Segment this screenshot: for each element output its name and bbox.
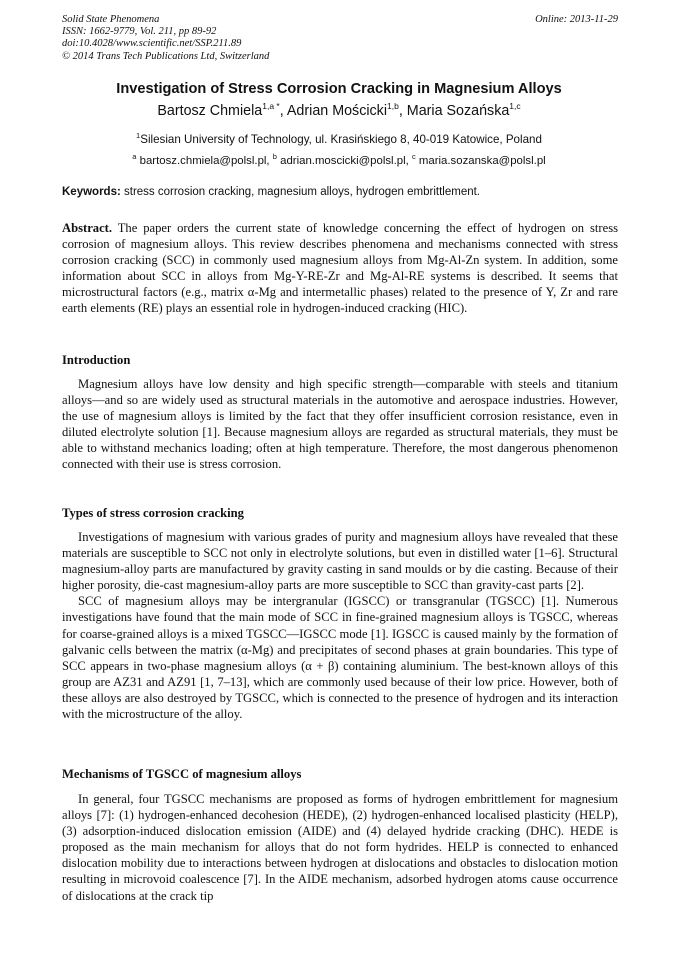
section-heading-mechanisms: Mechanisms of TGSCC of magnesium alloys (62, 767, 302, 781)
email-sup: c (411, 152, 416, 161)
paragraph: Magnesium alloys have low density and high specific strength—comparable with steels and titanium alloys—and so are widely used as structural materials in the automotive and aerospace industries. However, the use of magnesium alloys is limited by the fact that they offer insufficient corrosion resistance, even in diluted electrolyte solution [1]. Because magnesium alloys are regarded as structural materials, they must be able to withstand mechanics loading; often at high temperature. Therefore, the most dangerous phenomenon connected with their use is stress corrosion. (62, 377, 618, 472)
abstract-label: Abstract. (62, 221, 113, 235)
keywords-text: stress corrosion cracking, magnesium alloys, hydrogen embrittlement. (124, 186, 481, 198)
doi-line: doi:10.4028/www.scientific.net/SSP.211.89 (62, 38, 242, 50)
affiliation-sup: 1 (136, 131, 141, 140)
affiliation-text: Silesian University of Technology, ul. Krasińskiego 8, 40-019 Katowice, Poland (140, 133, 542, 146)
paragraph: SCC of magnesium alloys may be intergranular (IGSCC) or transgranular (TGSCC) [1]. Numerous investigations have found that the main mode of SCC in fine-grained magnesium alloys is TGSCC, whereas for coarse-grained alloys is a mixed TGSCC—IGSCC mode [1]. IGSCC is caused mainly by the formation of galvanic cells between the matrix (α-Mg) and precipitates of second phases at grain boundaries. This type of SCC appears in two-phase magnesium alloys (α + β) containing aluminium. The best-known alloys of this group are AZ31 and AZ91 [1, 7–13], which are commonly used because of their low price. However, both of these alloys are also destroyed by TGSCC, which is connected to the presence of hydrogen and its interaction with the microstructure of the alloy. (62, 594, 618, 722)
email-list (0, 152, 678, 167)
author-name: Bartosz Chmiela (157, 103, 263, 119)
section-introduction (62, 376, 618, 473)
affiliation (0, 131, 678, 146)
copyright-line: © 2014 Trans Tech Publications Ltd, Switzerland (62, 50, 270, 62)
journal-info (62, 14, 269, 63)
online-date: Online: 2013-11-29 (535, 14, 618, 25)
email-link[interactable]: adrian.moscicki@polsl.pl, (280, 155, 409, 167)
author-sep: , (398, 103, 407, 119)
author-sup: 1,a * (262, 101, 280, 111)
section-heading-types: Types of stress corrosion cracking (62, 506, 244, 520)
keywords-label: Keywords: (62, 186, 121, 198)
journal-name: Solid State Phenomena (62, 14, 160, 25)
author-sup: 1,b (387, 101, 399, 111)
paper-title: Investigation of Stress Corrosion Cracking in Magnesium Alloys (116, 81, 562, 97)
paragraph: In general, four TGSCC mechanisms are proposed as forms of hydrogen embrittlement for magnesium alloys [7]: (1) hydrogen-enhanced decohesion (HEDE), (2) hydrogen-enhanced localised plasticity (HELP), (3) adsorption-induced dislocation emission (AIDE) and (4) delayed hydride cracking (DHC). HEDE is proposed as the main mechanism for alloys that do not form hydrides. HELP is connected to enhanced dislocation mobility due to interactions between hydrogen at dislocations and obstacles to dislocation motion resulting in microvoid coalescence [7]. In the AIDE mechanism, adsorbed hydrogen atoms cause occurrence of dislocations at the crack tip (62, 792, 618, 903)
paragraph: Investigations of magnesium with various grades of purity and magnesium alloys have revealed that these materials are susceptible to SCC not only in electrolyte solutions, but even in distilled water [1–6]. Structural magnesium-alloy parts are manufactured by gravity casting in sand moulds or by die casting. Because of their higher porosity, die-cast magnesium-alloy parts are more susceptible to SCC than gravity-cast parts [2]. (62, 530, 618, 593)
issn-line: ISSN: 1662-9779, Vol. 211, pp 89-92 (62, 26, 217, 38)
abstract (62, 220, 618, 317)
section-types (62, 529, 618, 722)
email-sup: b (272, 152, 277, 161)
email-link[interactable]: maria.sozanska@polsl.pl (418, 155, 546, 167)
author-sep: , (279, 103, 287, 119)
email-link[interactable]: bartosz.chmiela@polsl.pl, (139, 155, 270, 167)
author-name: Maria Sozańska (406, 103, 510, 119)
author-name: Adrian Mościcki (286, 103, 387, 119)
email-sup: a (132, 152, 137, 161)
author-sup: 1,c (509, 101, 521, 111)
author-list (0, 101, 678, 119)
section-heading-introduction: Introduction (62, 353, 131, 367)
section-mechanisms (62, 791, 618, 904)
abstract-text: The paper orders the current state of knowledge concerning the effect of hydrogen on stress corrosion of magnesium alloys. This review describes phenomena and mechanisms connected with stress corrosion cracking (SCC) in commonly used magnesium alloys from Mg-Al-Zn system. In addition, some information about SCC in alloys from Mg-Y-RE-Zr and Mg-Al-RE systems is described. It seems that microstructural factors (e.g., matrix α-Mg and intermetallic phases) related to the presence of Y, Zr and rare earth elements (RE) plays an essential role in hydrogen-induced cracking (HIC). (62, 221, 618, 316)
keywords (62, 186, 618, 198)
